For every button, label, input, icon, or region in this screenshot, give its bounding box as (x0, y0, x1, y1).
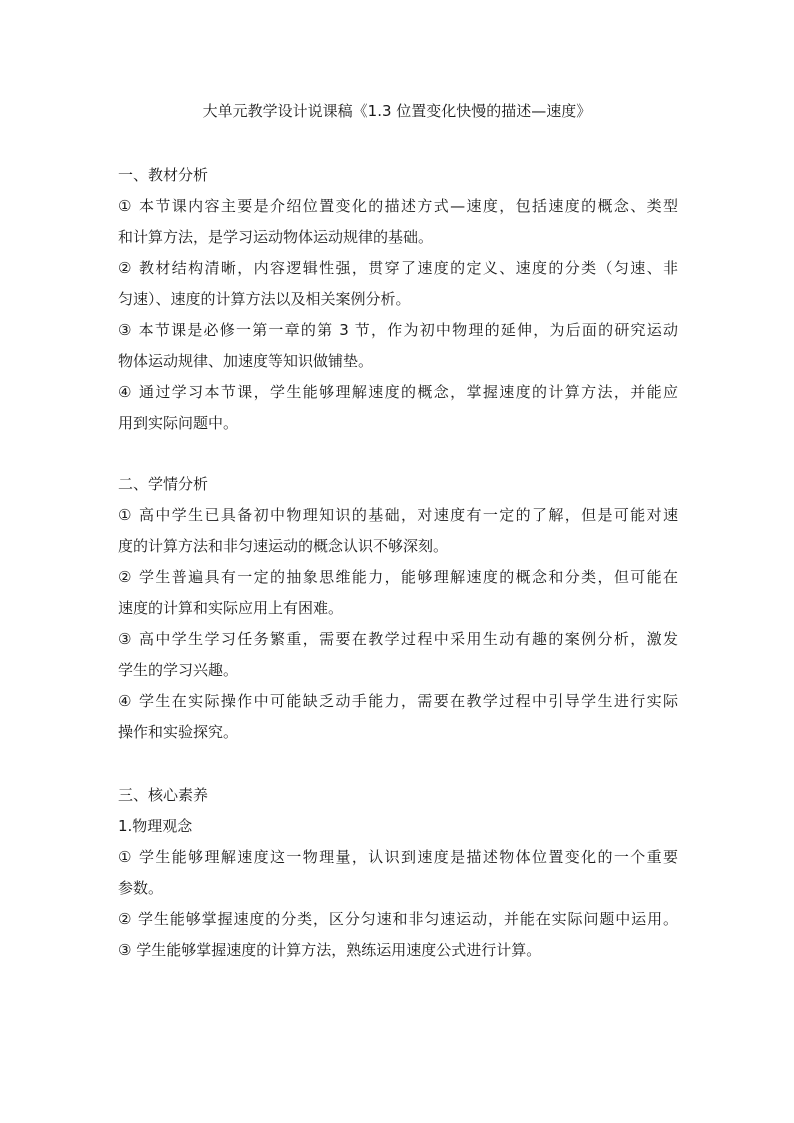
paragraph-line: 速度的计算和实际应用上有困难。 (118, 599, 344, 617)
paragraph-line: 用到实际问题中。 (118, 414, 239, 432)
section-spacer (118, 748, 678, 780)
paragraph-line: 和计算方法，是学习运动物体运动规律的基础。 (118, 228, 434, 246)
paragraph-line: ③ 学生能够掌握速度的计算方法，熟练运用速度公式进行计算。 (118, 941, 542, 959)
section-heading-student-analysis: 二、学情分析 (118, 475, 209, 493)
paragraph-line: 参数。 (118, 879, 164, 897)
paragraph-line: ③ 本节课是必修一第一章的第 3 节，作为初中物理的延伸，为后面的研究运动 (118, 321, 678, 339)
paragraph-line: ② 教材结构清晰，内容逻辑性强，贯穿了速度的定义、速度的分类（匀速、非 (118, 259, 678, 277)
paragraph-line: 匀速）、速度的计算方法以及相关案例分析。 (118, 290, 411, 308)
subsection-heading-physics-concept: 1.物理观念 (118, 817, 193, 835)
paragraph-line: 学生的学习兴趣。 (118, 661, 239, 679)
paragraph-line: ④ 通过学习本节课，学生能够理解速度的概念，掌握速度的计算方法，并能应 (118, 383, 678, 401)
section-heading-textbook-analysis: 一、教材分析 (118, 166, 209, 184)
paragraph-line: ② 学生能够掌握速度的分类，区分匀速和非匀速运动，并能在实际问题中运用。 (118, 910, 678, 928)
paragraph-line: 度的计算方法和非匀速运动的概念认识不够深刻。 (118, 537, 449, 555)
section-heading-core-literacy: 三、核心素养 (118, 786, 209, 804)
paragraph-line: ① 本节课内容主要是介绍位置变化的描述方式—速度，包括速度的概念、类型 (118, 197, 678, 215)
document-body (118, 160, 678, 966)
section-spacer (118, 439, 678, 469)
paragraph-line: ③ 高中学生学习任务繁重，需要在教学过程中采用生动有趣的案例分析，激发 (118, 630, 678, 648)
paragraph-line: ① 学生能够理解速度这一物理量，认识到速度是描述物体位置变化的一个重要 (118, 848, 678, 866)
paragraph-line: 操作和实验探究。 (118, 723, 239, 741)
document-title: 大单元教学设计说课稿《1.3 位置变化快慢的描述—速度》 (202, 102, 592, 120)
paragraph-line: ④ 学生在实际操作中可能缺乏动手能力，需要在教学过程中引导学生进行实际 (118, 692, 678, 710)
paragraph-line: 物体运动规律、加速度等知识做铺垫。 (118, 352, 374, 370)
paragraph-line: ① 高中学生已具备初中物理知识的基础，对速度有一定的了解，但是可能对速 (118, 506, 678, 524)
paragraph-line: ② 学生普遍具有一定的抽象思维能力，能够理解速度的概念和分类，但可能在 (118, 568, 678, 586)
